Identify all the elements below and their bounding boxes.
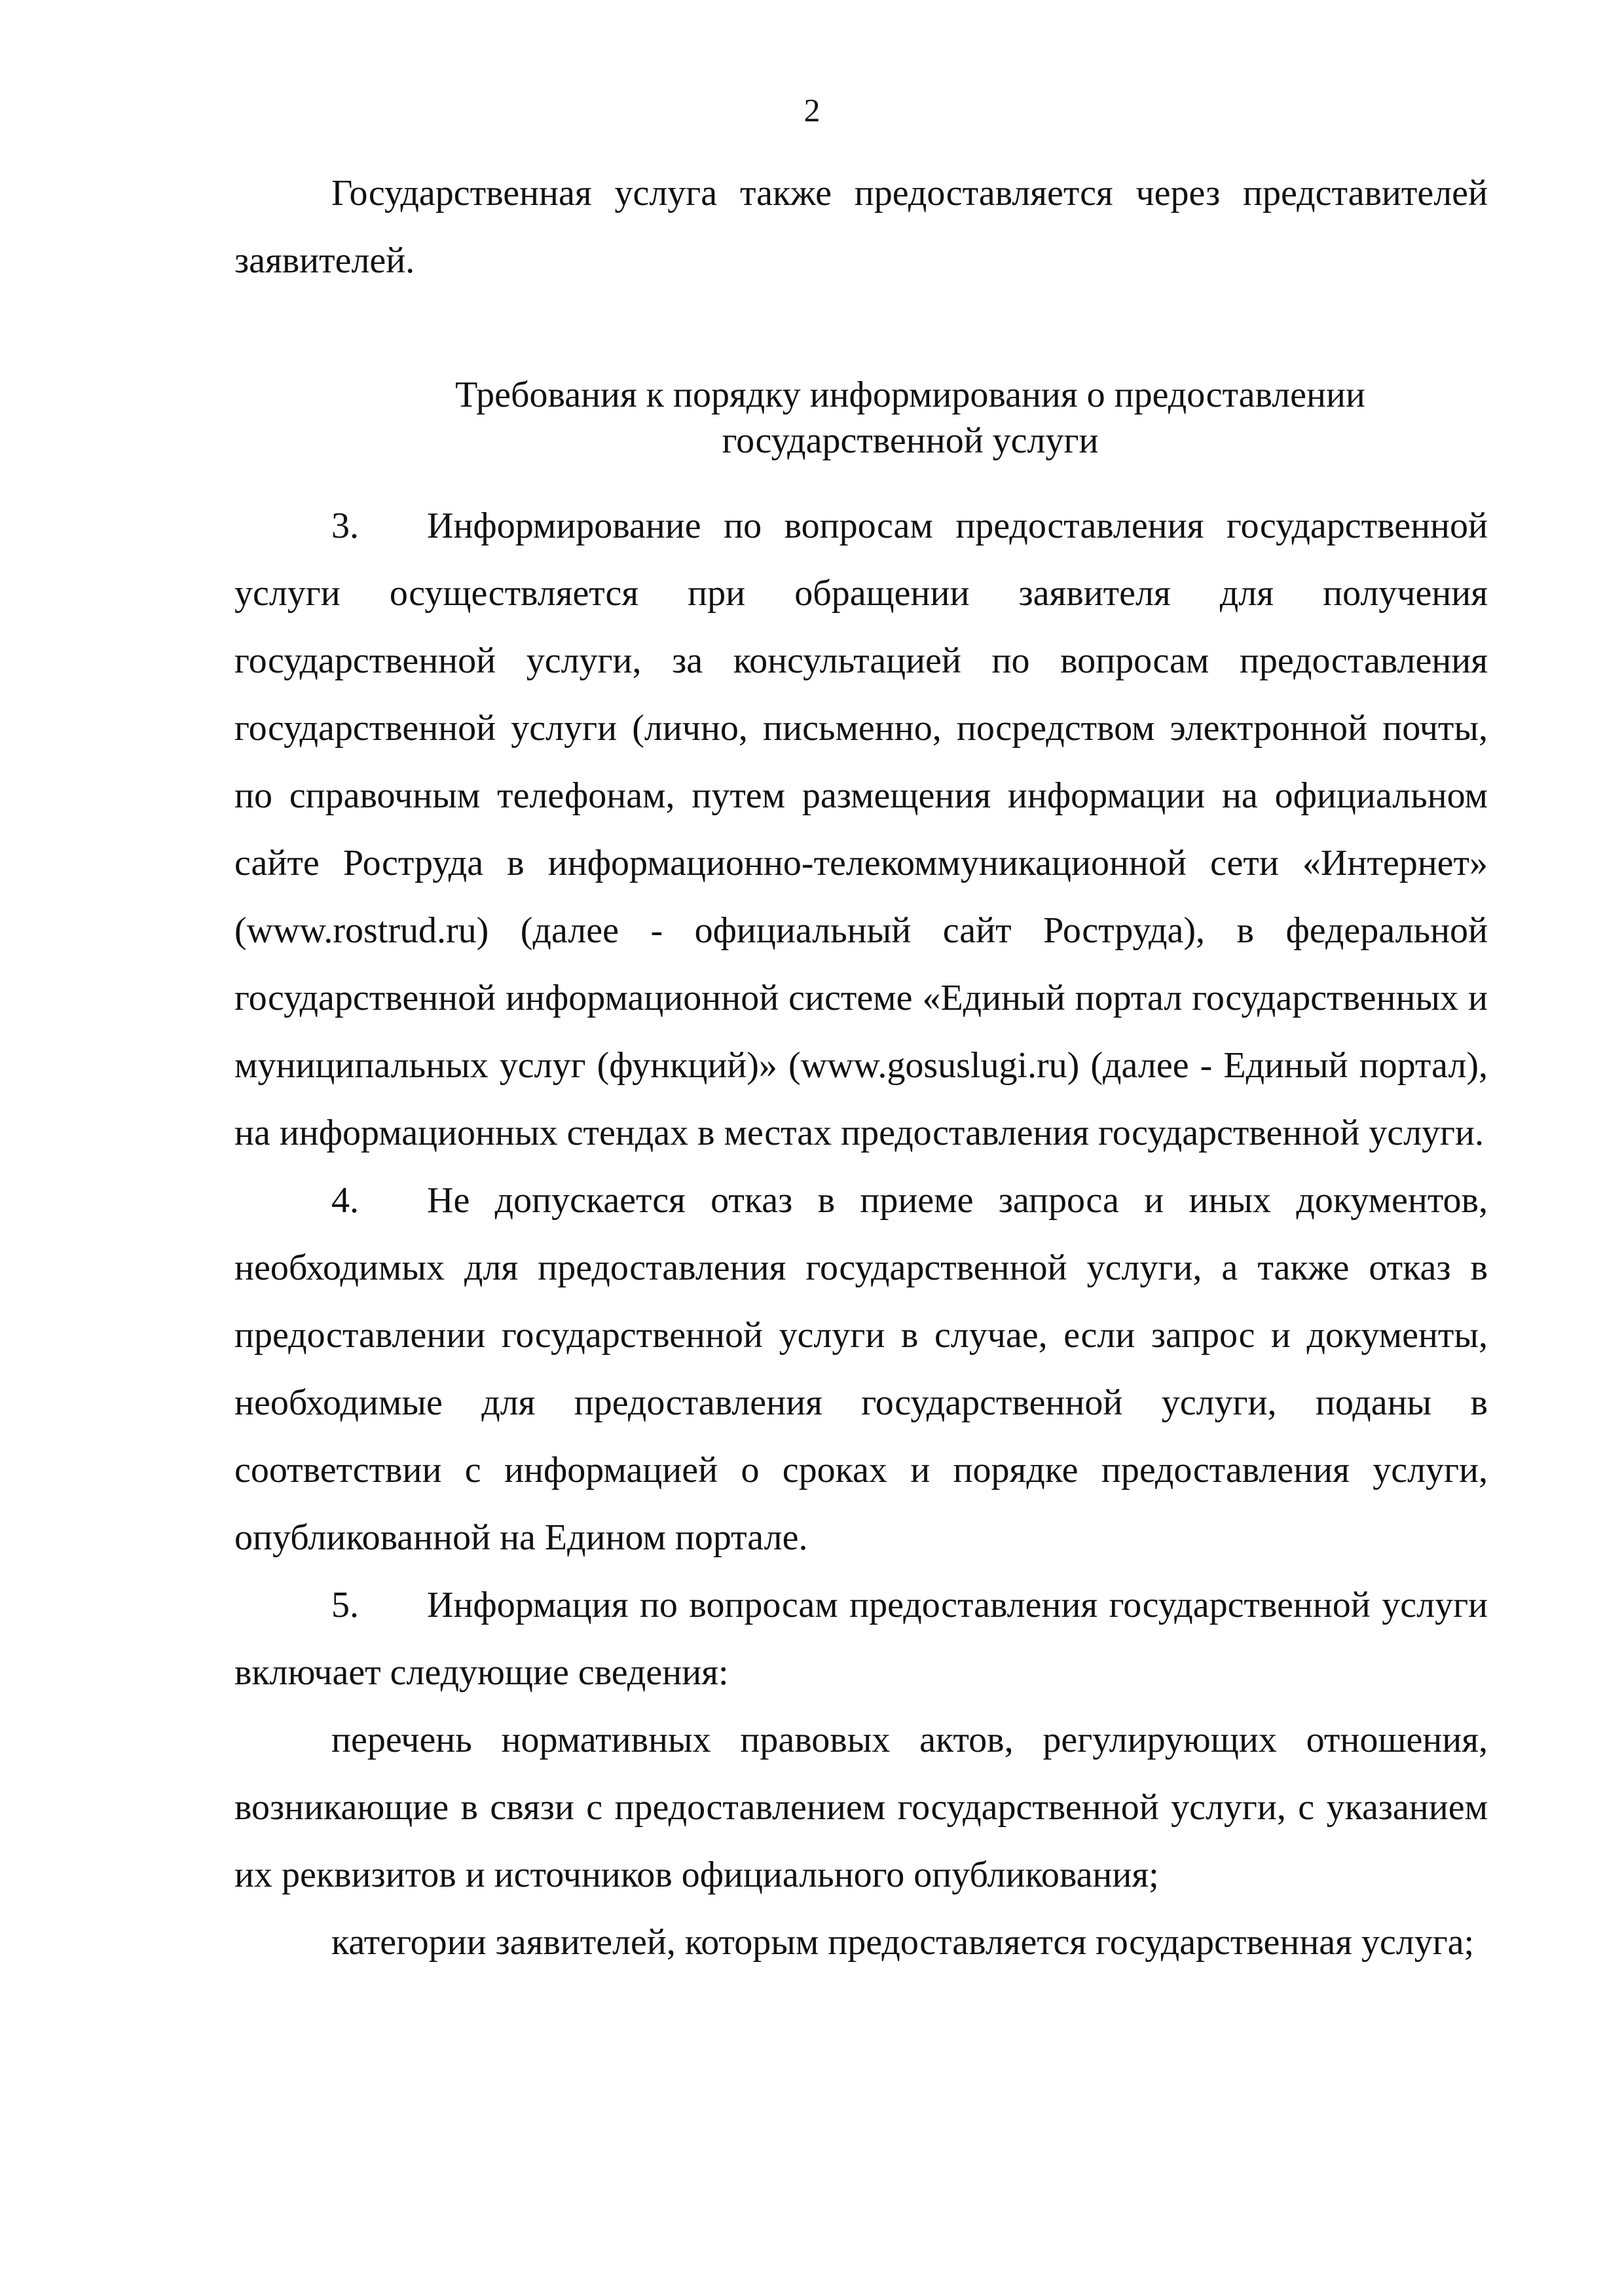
item-number: 5. [331, 1585, 359, 1625]
item-number: 4. [331, 1180, 359, 1221]
paragraph-item-5 [234, 1572, 1488, 1707]
section-heading-line-2: государственной услуги [722, 420, 1099, 461]
item-number: 3. [331, 506, 359, 546]
sub-item-paragraph: категории заявителей, которым предоставляется государственная услуга; [331, 1922, 1475, 1963]
item-text: Не допускается отказ в приеме запроса и иных документов, необходимых для предоставления государственной услуги, а также отказ в предоставлении государственной услуги в случае, если запрос и документы, необходимые для предоставления государственной услуги, поданы в соответствии с информацией о сроках и порядке предоставления услуги, опубликованной на Едином портале. [234, 1180, 1488, 1558]
main-text-block [234, 492, 1488, 1976]
sub-item-paragraph: перечень нормативных правовых актов, регулирующих отношения, возникающие в связи с предоставлением государственной услуги, с указанием их реквизитов и источников официального опубликования; [234, 1720, 1488, 1895]
intro-paragraph: Государственная услуга также предоставляется через представителей заявителей. [234, 173, 1488, 281]
item-text: Информирование по вопросам предоставления государственной услуги осуществляется при обращении заявителя для получения государственной услуги, за консультацией по вопросам предоставления государственной услуги (лично, письменно, посредством электронной почты, по справочным телефонам, путем размещения информации на официальном сайте Роструда в информационно-телекоммуникационной сети «Интернет» (www.rostrud.ru) (далее - официальный сайт Роструда), в федеральной государственной информационной системе «Единый портал государственных и муниципальных услуг (функций)» (www.gosuslugi.ru) (далее - Единый портал), на информационных стендах в местах предоставления государственной услуги. [234, 506, 1488, 1153]
section-heading-line-1: Требования к порядку информирования о предоставлении [455, 375, 1365, 415]
paragraph-item-3 [234, 492, 1488, 1167]
intro-block [234, 160, 1488, 295]
paragraph-item-4 [234, 1167, 1488, 1572]
page-number: 2 [803, 92, 821, 128]
item-text: Информация по вопросам предоставления государственной услуги включает следующие сведения: [234, 1585, 1488, 1693]
section-heading [288, 372, 1532, 464]
